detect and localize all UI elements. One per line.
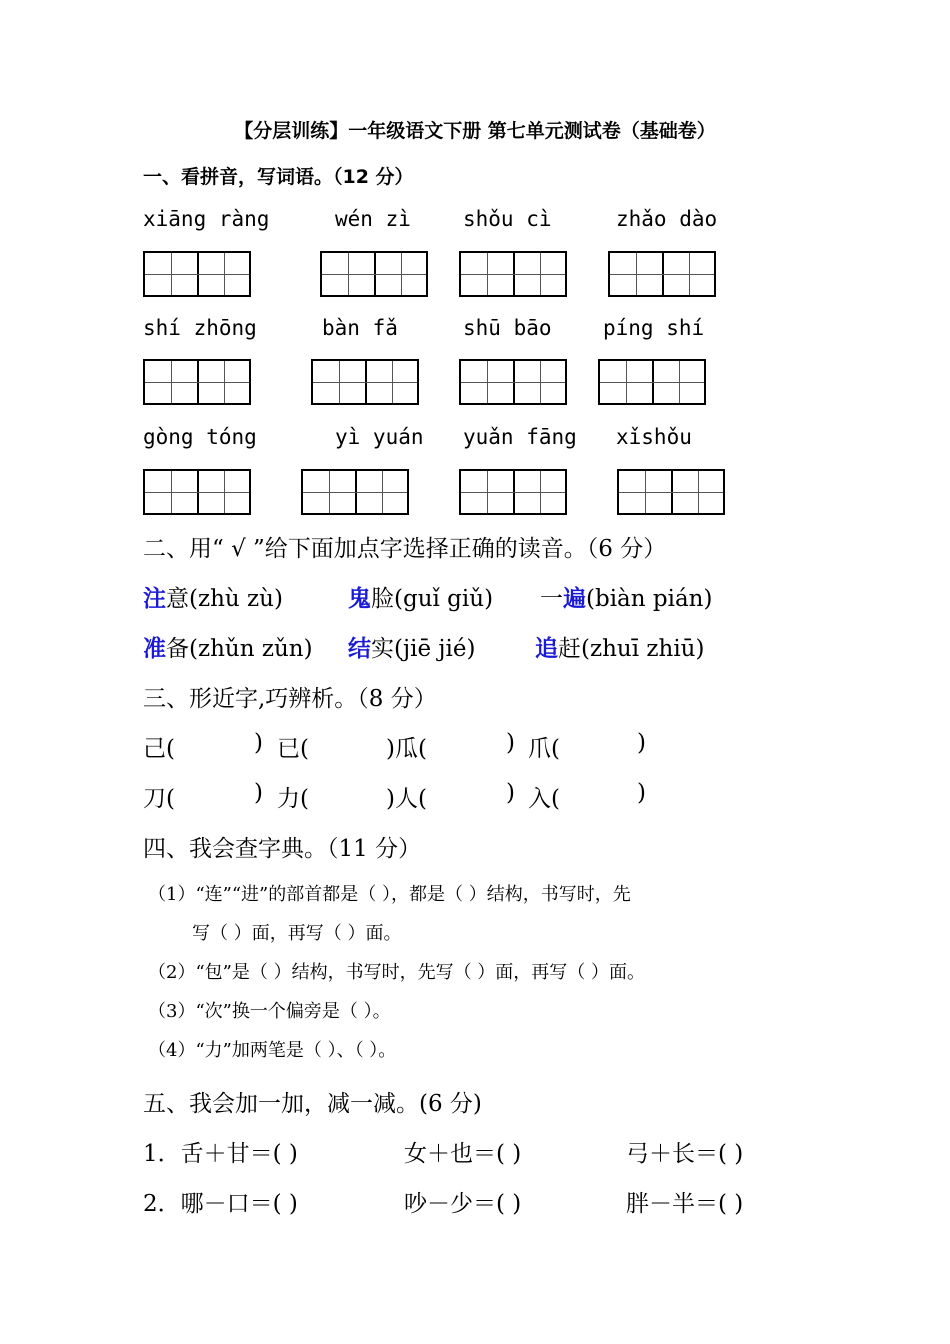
writing-box[interactable]: [320, 251, 428, 297]
pinyin-12: xǐshǒu: [616, 425, 692, 449]
pinyin-8: píng shí: [603, 316, 705, 340]
dictionary-question-1-cont: 写（ ）面，再写（ ）面。: [192, 923, 402, 944]
char-fill: ): [637, 730, 646, 756]
char-fill: ): [506, 730, 515, 756]
dotted-char: 准: [143, 635, 166, 662]
pinyin-5: shí zhōng: [143, 316, 257, 340]
writing-box[interactable]: [143, 469, 251, 515]
writing-box[interactable]: [459, 469, 567, 515]
section1-heading: 一、看拼音，写词语。（12 分）: [143, 166, 414, 188]
pinyin-6: bàn fǎ: [322, 316, 398, 340]
pinyin-3: shǒu cì: [463, 207, 552, 231]
dictionary-question-1: （1）“连”“进”的部首都是（ ），都是（ ）结构，书写时，先: [148, 884, 631, 905]
pronunciation-item[interactable]: 结实(jiē jié): [348, 635, 476, 662]
dotted-char: 注: [143, 585, 166, 612]
writing-box[interactable]: [459, 251, 567, 297]
char-fill: ): [254, 780, 263, 806]
pronunciation-item[interactable]: 注意(zhù zù): [143, 585, 283, 612]
char-fill: 入(: [528, 786, 560, 812]
char-fill: )人(: [386, 786, 427, 812]
math-char-4: 2．哪－口＝( ): [143, 1191, 298, 1217]
pinyin-1: xiāng ràng: [143, 207, 270, 231]
section3-heading: 三、形近字,巧辨析。（8 分）: [143, 686, 437, 712]
dotted-char: 结: [348, 635, 371, 662]
char-fill: ): [506, 780, 515, 806]
math-char-3: 弓＋长＝( ): [626, 1141, 744, 1167]
char-fill: 力(: [277, 786, 309, 812]
section4-heading: 四、我会查字典。（11 分）: [143, 836, 422, 862]
char-fill: ): [637, 780, 646, 806]
pronunciation-item[interactable]: 追赶(zhuī zhiū): [535, 635, 705, 662]
writing-box[interactable]: [143, 251, 251, 297]
writing-box[interactable]: [311, 359, 419, 405]
char-fill: 爪(: [528, 736, 560, 762]
math-char-2: 女＋也＝( ): [404, 1141, 522, 1167]
math-char-6: 胖－半＝( ): [626, 1191, 744, 1217]
pinyin-9: gòng tóng: [143, 425, 257, 449]
pronunciation-item[interactable]: 准备(zhǔn zǔn): [143, 635, 313, 662]
section5-heading: 五、我会加一加，减一减。(6 分): [143, 1091, 482, 1117]
math-char-5: 吵－少＝( ): [404, 1191, 522, 1217]
char-fill: )瓜(: [386, 736, 427, 762]
pinyin-10: yì yuán: [335, 425, 424, 449]
writing-box[interactable]: [617, 469, 725, 515]
dictionary-question-3: （3）“次”换一个偏旁是（ ）。: [148, 1001, 391, 1022]
dictionary-question-2: （2）“包”是（ ）结构，书写时，先写（ ）面，再写（ ）面。: [148, 962, 646, 983]
section2-heading: 二、用“ √ ”给下面加点字选择正确的读音。（6 分）: [143, 536, 667, 562]
dictionary-question-4: （4）“力”加两笔是（ ）、（ ）。: [148, 1040, 397, 1061]
pinyin-2: wén zì: [335, 207, 411, 231]
math-char-1: 1．舌＋甘＝( ): [143, 1141, 298, 1167]
writing-box[interactable]: [301, 469, 409, 515]
dotted-char: 追: [535, 635, 558, 662]
dotted-char: 鬼: [348, 585, 371, 612]
writing-box[interactable]: [598, 359, 706, 405]
char-fill: ): [254, 730, 263, 756]
dotted-char: 遍: [563, 585, 586, 612]
writing-box[interactable]: [608, 251, 716, 297]
pinyin-4: zhǎo dào: [616, 207, 718, 231]
pronunciation-item[interactable]: 鬼脸(guǐ giǔ): [348, 585, 494, 612]
writing-box[interactable]: [459, 359, 567, 405]
page-title: 【分层训练】一年级语文下册 第七单元测试卷（基础卷）: [234, 120, 716, 142]
writing-box[interactable]: [143, 359, 251, 405]
pinyin-7: shū bāo: [463, 316, 552, 340]
char-fill: 己(: [143, 736, 175, 762]
pronunciation-item[interactable]: 一遍(biàn pián): [540, 585, 713, 612]
pinyin-11: yuǎn fāng: [463, 425, 577, 449]
char-fill: 刀(: [143, 786, 175, 812]
char-fill: 已(: [277, 736, 309, 762]
